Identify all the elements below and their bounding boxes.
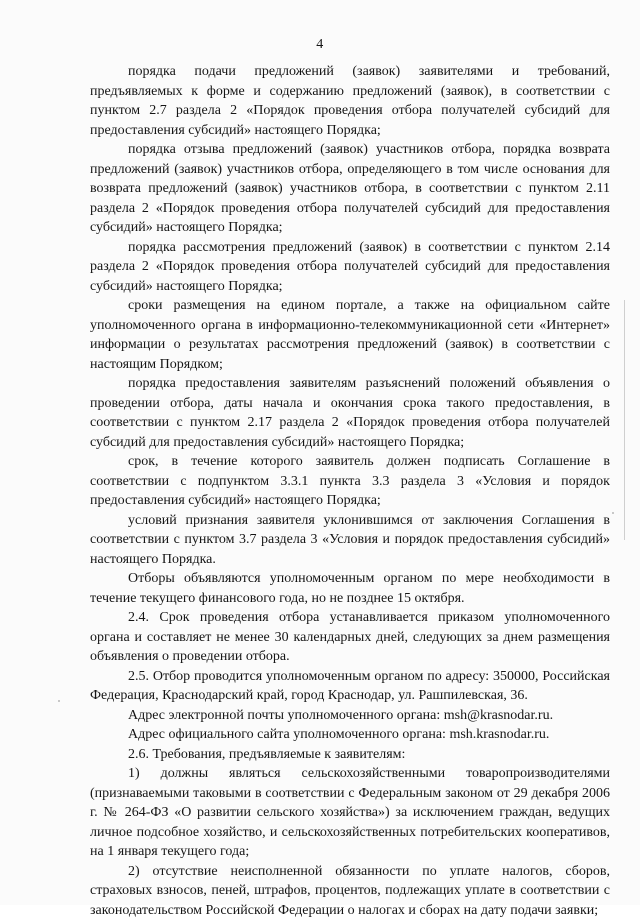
paragraph-website-address: Адрес официального сайта уполномоченного органа: msh.krasnodar.ru. [90,725,610,745]
scan-speck [612,512,614,514]
paragraph-publication-terms: сроки размещения на едином портале, а также на официальном сайте уполномоченного органа в информационно-телекоммуникационной сети «Интернет» информации о результатах рассмотрения предложений (заявок) в соответствии с настоящим Порядком; [90,296,610,374]
paragraph-selection-announcement: Отборы объявляются уполномоченным органом по мере необходимости в течение текущего финансового года, но не позднее 15 октября. [90,569,610,608]
paragraph-withdrawal-order: порядка отзыва предложений (заявок) участников отбора, порядка возврата предложений (заявок) участников отбора, определяющего в том числе основания для возврата предложений (заявок) участников отбора, в соответствии с пунктом 2.11 раздела 2 «Порядок проведения отбора получателей субсидий для предоставления субсидий» настоящего Порядка; [90,140,610,238]
paragraph-2-5-address: 2.5. Отбор проводится уполномоченным органом по адресу: 350000, Российская Федерация, Краснодарский край, город Краснодар, ул. Рашпилевская, 36. [90,667,610,706]
document-body [90,62,610,920]
page-number: 4 [0,37,640,53]
paragraph-requirement-2: 2) отсутствие неисполненной обязанности по уплате налогов, сборов, страховых взносов, пеней, штрафов, процентов, подлежащих уплате в соответствии с законодательством Российской Федерации о налогах и сборах на дату подачи заявки; [90,862,610,920]
paragraph-2-6-requirements-heading: 2.6. Требования, предъявляемые к заявителям: [90,745,610,765]
paragraph-review-order: порядка рассмотрения предложений (заявок) в соответствии с пунктом 2.14 раздела 2 «Порядок проведения отбора получателей субсидий для предоставления субсидий» настоящего Порядка; [90,238,610,297]
scan-speck [58,700,60,702]
scan-edge-line [624,300,625,540]
paragraph-2-4-selection-period: 2.4. Срок проведения отбора устанавливается приказом уполномоченного органа и составляет не менее 30 календарных дней, следующих за днем размещения объявления о проведении отбора. [90,608,610,667]
paragraph-clarification-order: порядка предоставления заявителям разъяснений положений объявления о проведении отбора, даты начала и окончания срока такого предоставления, в соответствии с пунктом 2.17 раздела 2 «Порядок проведения отбора получателей субсидий для предоставления субсидий» настоящего Порядка; [90,374,610,452]
paragraph-submission-order: порядка подачи предложений (заявок) заявителями и требований, предъявляемых к форме и содержанию предложений (заявок), в соответствии с пунктом 2.7 раздела 2 «Порядок проведения отбора получателей субсидий для предоставления субсидий» настоящего Порядка; [90,62,610,140]
paragraph-agreement-term: срок, в течение которого заявитель должен подписать Соглашение в соответствии с подпунктом 3.3.1 пункта 3.3 раздела 3 «Условия и порядок предоставления субсидий» настоящего Порядка; [90,452,610,511]
paragraph-evasion-conditions: условий признания заявителя уклонившимся от заключения Соглашения в соответствии с пунктом 3.7 раздела 3 «Условия и порядок предоставления субсидий» настоящего Порядка. [90,511,610,570]
paragraph-requirement-1: 1) должны являться сельскохозяйственными товаропроизводителями (признаваемыми таковыми в соответствии с Федеральным законом от 29 декабря 2006 г. № 264-ФЗ «О развитии сельского хозяйства») за исключением граждан, ведущих личное подсобное хозяйство, и сельскохозяйственных потребительских кооперативов, на 1 января текущего года; [90,764,610,862]
paragraph-email-address: Адрес электронной почты уполномоченного органа: msh@krasnodar.ru. [90,706,610,726]
